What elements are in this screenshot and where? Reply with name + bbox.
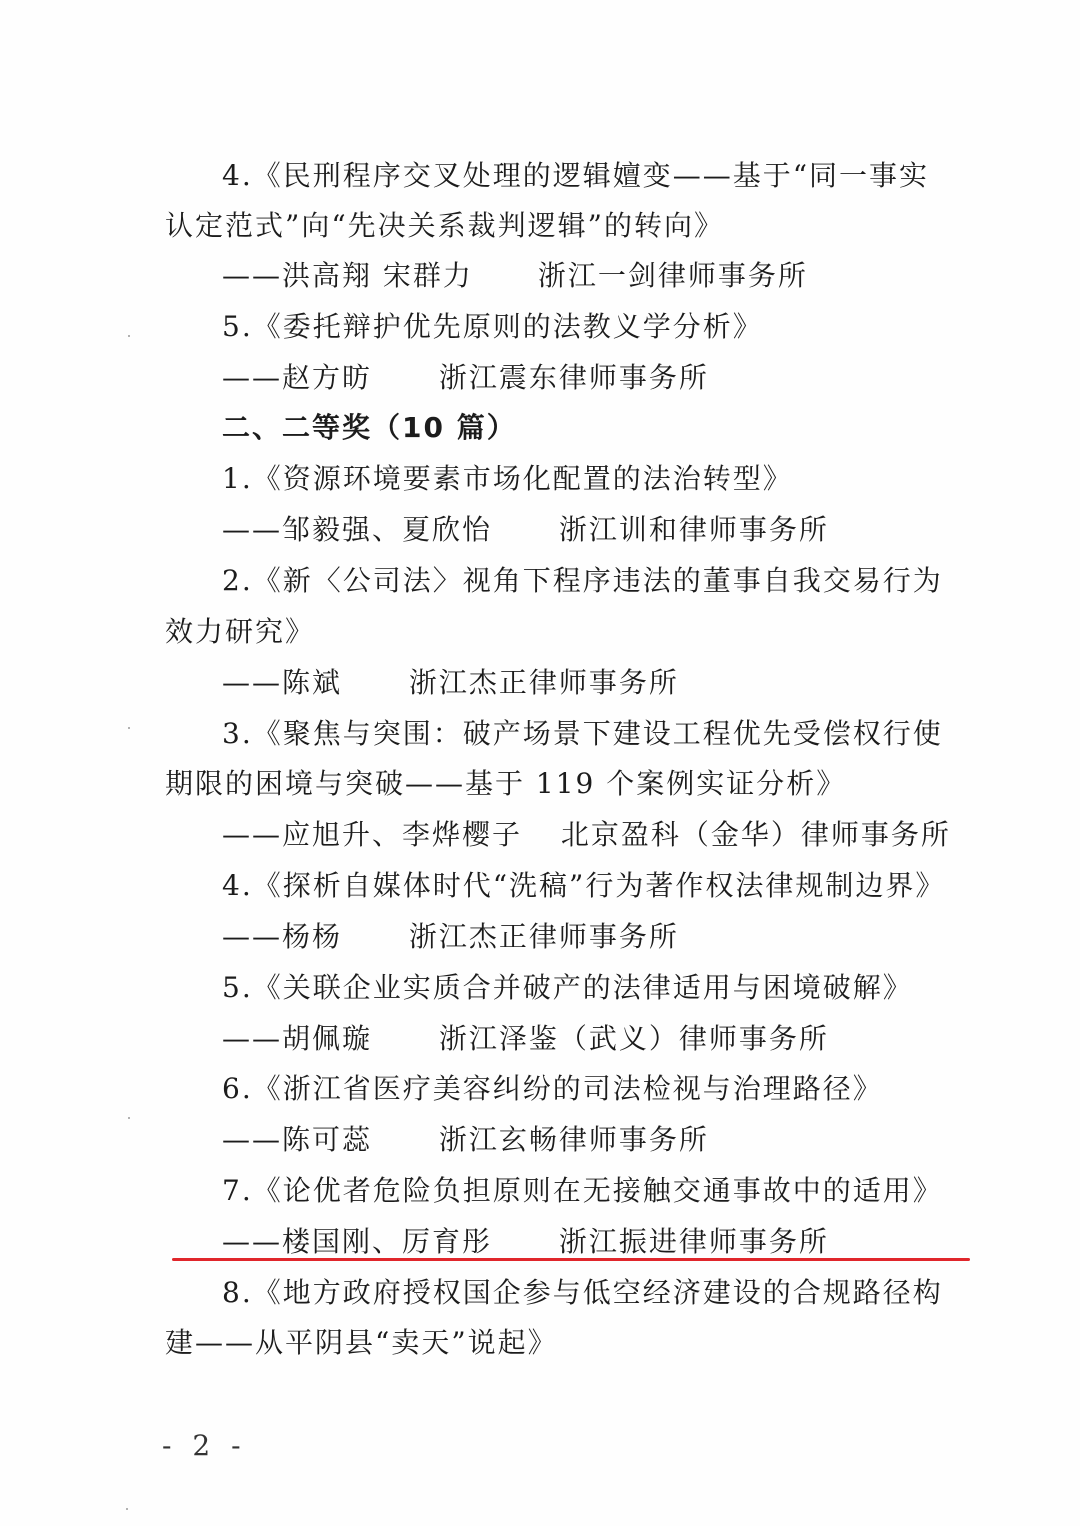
award-item-title-continued: 效力研究》 xyxy=(165,615,316,648)
award-item-title: 8.《地方政府授权国企参与低空经济建设的合规路径构 xyxy=(222,1276,943,1309)
award-item-title-continued: 认定范式”向“先决关系裁判逻辑”的转向》 xyxy=(165,209,724,242)
law-firm: 浙江振进律师事务所 xyxy=(558,1225,829,1258)
award-item-title: 5.《关联企业实质合并破产的法律适用与困境破解》 xyxy=(222,971,913,1004)
award-item-credit xyxy=(222,256,808,296)
award-item-credit xyxy=(222,1120,709,1160)
author-names: ——陈可蕊 xyxy=(222,1123,373,1156)
author-names: ——杨杨 xyxy=(222,920,343,953)
award-item-title: 1.《资源环境要素市场化配置的法治转型》 xyxy=(222,462,793,495)
red-underline-marker xyxy=(172,1258,970,1261)
award-item-title: 6.《浙江省医疗美容纠纷的司法检视与治理路径》 xyxy=(222,1072,883,1105)
award-item-title: 4.《民刑程序交叉处理的逻辑嬗变——基于“同一事实 xyxy=(222,159,930,192)
award-item-credit xyxy=(222,510,829,550)
award-item-title-continued: 期限的困境与突破——基于 119 个案例实证分析》 xyxy=(165,767,847,800)
award-item-credit xyxy=(222,1222,829,1262)
law-firm: 浙江玄畅律师事务所 xyxy=(438,1123,709,1156)
award-item-credit xyxy=(222,1019,829,1059)
award-item-credit xyxy=(222,358,709,398)
scan-speck xyxy=(126,1508,128,1510)
law-firm: 浙江杰正律师事务所 xyxy=(408,666,679,699)
award-item-title: 2.《新〈公司法〉视角下程序违法的董事自我交易行为 xyxy=(222,564,943,597)
section-heading: 二、二等奖（10 篇） xyxy=(222,411,517,444)
law-firm: 浙江训和律师事务所 xyxy=(558,513,829,546)
award-item-title: 7.《论优者危险负担原则在无接触交通事故中的适用》 xyxy=(222,1174,943,1207)
law-firm: 浙江一剑律师事务所 xyxy=(537,259,808,292)
law-firm: 浙江泽鉴（武义）律师事务所 xyxy=(438,1022,829,1055)
award-item-title: 3.《聚焦与突围：破产场景下建设工程优先受偿权行使 xyxy=(222,717,943,750)
page-number: - 2 - xyxy=(162,1429,247,1462)
scan-speck xyxy=(128,727,130,729)
award-item-credit xyxy=(222,663,679,703)
law-firm: 北京盈科（金华）律师事务所 xyxy=(560,818,951,851)
author-names: ——应旭升、李烨樱子 xyxy=(222,818,523,851)
award-item-credit xyxy=(222,917,679,957)
law-firm: 浙江杰正律师事务所 xyxy=(408,920,679,953)
author-names: ——洪高翔 宋群力 xyxy=(222,259,473,292)
author-names: ——赵方昉 xyxy=(222,361,373,394)
author-names: ——陈斌 xyxy=(222,666,343,699)
scan-speck xyxy=(128,335,130,337)
author-names: ——胡佩璇 xyxy=(222,1022,373,1055)
author-names: ——楼国刚、厉育彤 xyxy=(222,1225,493,1258)
law-firm: 浙江震东律师事务所 xyxy=(438,361,709,394)
scan-speck xyxy=(128,1117,130,1119)
award-item-title: 5.《委托辩护优先原则的法教义学分析》 xyxy=(222,310,763,343)
award-item-credit xyxy=(222,815,951,855)
award-item-title-continued: 建——从平阴县“卖天”说起》 xyxy=(165,1326,558,1359)
award-item-title: 4.《探析自媒体时代“洗稿”行为著作权法律规制边界》 xyxy=(222,869,946,902)
author-names: ——邹毅强、夏欣怡 xyxy=(222,513,493,546)
